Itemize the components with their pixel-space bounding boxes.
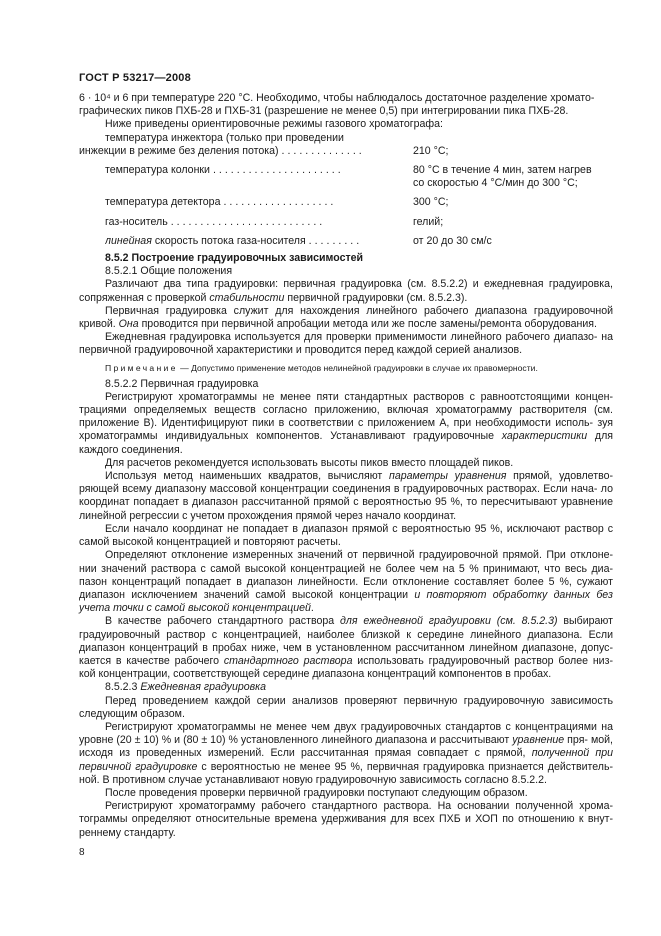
gc-settings-list <box>79 132 613 248</box>
text-run: выбирают <box>557 615 613 628</box>
note-text: — Допустимо применение методов нелинейной градуировки в случае их правомерности. <box>177 362 538 373</box>
setting-row-detector <box>105 196 613 209</box>
setting-label: скорость потока газа-носителя <box>151 234 306 247</box>
text-run: первичной градуировки (см. 8.5.2.3). <box>284 291 468 304</box>
setting-row-carrier-gas <box>105 216 613 229</box>
text-line: зуя хроматограммы индивидуальных компонентов. Устанавливают градуировочные <box>79 417 613 443</box>
leader-dots: ......... <box>308 234 363 247</box>
paragraph: Для расчетов рекомендуется использовать высоты пиков вместо площадей пиков. <box>105 456 514 469</box>
setting-value: 80 °С в течение 4 мин, затем нагрев <box>413 164 592 177</box>
note <box>79 362 613 374</box>
section-title: Ежедневная градуировка <box>140 681 267 694</box>
text-line: Ежедневная градуировка используется для проверки применимости линейного рабочего диапазо- <box>105 331 598 344</box>
setting-row-injector-cont <box>79 145 613 158</box>
italic-term: учета точки с самой высокой концентрацией <box>79 602 311 615</box>
text-run: мой, исходя из проведенных измерений. Если рассчитанная прямая совпадает с прямой, <box>79 734 614 760</box>
italic-term: для ежедневной градуировки (см. 8.5.2.3) <box>340 615 558 628</box>
text-run: использовать градуировочный раствор более низ- <box>352 654 613 667</box>
text-line: диапазон исключением значений самой высокой концентрации <box>79 588 415 601</box>
text-line: для каждого соединения. <box>79 430 613 456</box>
text-line: ло координат попадает в диапазон рассчитанной прямой с вероятностью 95 %, то пересчитывают <box>79 483 613 509</box>
section-heading-8-5-2: 8.5.2 Построение градуировочных зависимостей <box>105 252 364 265</box>
note-label: Примечание <box>105 362 178 373</box>
italic-term: уравнение <box>512 734 565 747</box>
setting-label: температура инжектора (только при проведении <box>105 131 344 144</box>
intro-paragraph <box>79 92 613 118</box>
italic-term: параметры уравнения <box>389 470 507 483</box>
text-line: Регистрируют хроматограммы не менее пяти стандартных растворов с равноотстоящими концен- <box>105 390 613 403</box>
italic-term: полученной при <box>531 747 614 760</box>
leader-dots: ................... <box>223 196 337 209</box>
text-run: сопряженная с проверкой <box>79 291 210 304</box>
setting-value: 300 °С; <box>413 196 449 209</box>
paragraph <box>79 331 613 357</box>
italic-term: Она <box>118 318 139 331</box>
setting-label: газ-носитель <box>105 215 168 228</box>
text-line: уравнение линейной регрессии с учетом прохождения прямой через начало координат. <box>79 496 613 522</box>
text-line: пазон концентраций попадает в диапазон линейности. Если отклонение составляет более 5 %, сужают <box>79 575 613 588</box>
italic-term: стандартного раствора <box>223 654 353 667</box>
italic-term: и повторяют обработку данных без <box>414 588 613 601</box>
text-line: (см. приложение В). Идентифицируют пики в соответствии с приложением А, при необходимости исполь- <box>79 404 613 430</box>
setting-row-flow-rate <box>105 235 613 248</box>
text-line: 6 · 10⁴ и 6 при температуре 220 °С. Необходимо, чтобы наблюдалось достаточное разделение хромато- <box>79 92 595 104</box>
leader-dots: .............. <box>281 144 365 157</box>
text-line: графических пиков ПХБ-28 и ПХБ-31 (разрешение не менее 0,5) при интегрировании пика ПХБ-28. <box>79 105 569 118</box>
paragraph <box>79 800 613 840</box>
text-run: кается в качестве рабочего <box>79 654 224 667</box>
text-run: проводится при первичной апробации метода или же после замены/ремонта оборудования. <box>138 318 597 331</box>
paragraph <box>79 391 613 457</box>
setting-label: инжекции в режиме без деления потока) <box>79 144 279 157</box>
text-line: Регистрируют хроматограмму рабочего стандартного раствора. На основании полученной хрома- <box>105 800 613 813</box>
paragraph <box>79 278 613 304</box>
paragraph <box>79 523 613 549</box>
text-line: Если начало координат не попадает в диапазон прямой с вероятностью 95 %, исключают раствор с <box>105 522 613 535</box>
section-heading-8-5-2-1: 8.5.2.1 Общие положения <box>105 265 233 278</box>
paragraph: После проведения проверки первичной градуировки поступают следующим образом. <box>105 786 528 799</box>
text-line: градуировочный раствор с концентрацией, наиболее близкой к середине линейного диапазона. Если <box>79 628 613 641</box>
setting-value: гелий; <box>413 215 444 228</box>
text-line: ряющей всему диапазону массовой концентрации соединения в градуировочных растворах. Если нача- <box>79 483 598 496</box>
text-line: Различают два типа градуировки: первичная градуировка (см. 8.5.2.2) и ежедневная градуировка, <box>105 278 613 291</box>
text-line: Регистрируют хроматограммы не менее чем двух градуировочных стандартов с концентрациями <box>105 720 597 733</box>
document-body <box>79 92 613 840</box>
paragraph <box>79 549 613 615</box>
text-line: тограммы определяют относительные времена удерживания для всех ПХБ и ХОП по отношению к внут- <box>79 813 613 826</box>
text-line: самой высокой концентрацией и повторяют расчеты. <box>79 536 341 549</box>
setting-label: температура детектора <box>105 196 221 209</box>
setting-value: 210 °С; <box>413 144 449 157</box>
section-heading-8-5-2-3 <box>79 681 613 694</box>
paragraph <box>79 695 613 721</box>
text-run: на уровне (20 ± 10) % и (80 ± 10) % установленного линейного диапазона и рассчитывают <box>79 720 613 747</box>
paragraph <box>79 615 613 681</box>
text-line: нии значений раствора с самой высокой концентрацией не более чем на 5 % принимают, что весь диа- <box>79 562 613 575</box>
setting-row-column <box>105 164 613 190</box>
text-line: Перед проведением каждой серии анализов проверяют первичную градуировочную зависимость <box>105 694 613 707</box>
section-heading-8-5-2-2: 8.5.2.2 Первичная градуировка <box>105 377 259 390</box>
text-line: ной. В противном случае устанавливают новую градуировочную зависимость согласно 8.5.2.2. <box>79 773 547 786</box>
italic-term: характеристики <box>501 430 588 443</box>
document-header: ГОСТ Р 53217—2008 <box>79 72 191 84</box>
page-number: 8 <box>79 847 85 858</box>
setting-value: со скоростью 4 °С/мин до 300 °С; <box>413 177 578 190</box>
text-run: с вероятностью не менее 95 %, первичная градуировка признается действитель- <box>197 760 613 773</box>
modes-intro: Ниже приведены ориентировочные режимы газового хроматографа: <box>105 118 443 131</box>
text-line: кой концентрации, соответствующей середине диапазона концентраций компонентов в пробах. <box>79 668 552 681</box>
text-line: диапазон концентраций в пробах ниже, чем в установленном рассчитанном линейном диапазоне, допус- <box>79 641 613 654</box>
setting-label: температура колонки <box>105 164 210 177</box>
text-run: . <box>310 602 314 615</box>
text-run: пря- <box>564 734 588 747</box>
text-line: реннему стандарту. <box>79 826 176 839</box>
setting-value: от 20 до 30 см/с <box>413 234 492 247</box>
paragraph <box>79 721 613 787</box>
text-line: следующим образом. <box>79 707 185 720</box>
leader-dots: ...................... <box>212 164 344 177</box>
paragraph <box>79 305 613 331</box>
text-run: прямой, удовлетво- <box>506 470 613 483</box>
text-line: на первичной градуировочной характеристики и проводится перед каждой серией анализов. <box>79 331 613 357</box>
text-run: В качестве рабочего стандартного раствора <box>105 615 340 628</box>
italic-term: стабильности <box>209 291 285 304</box>
text-line: Определяют отклонение измеренных значений от первичной градуировочной прямой. При отклоне- <box>105 549 613 562</box>
italic-term: первичной градуировке <box>79 760 198 773</box>
text-line: трациями определяемых веществ согласно приложению, включая хроматограмму растворителя <box>79 404 587 417</box>
paragraph <box>79 470 613 523</box>
text-line: Первичная градуировка служит для нахождения линейного рабочего диапазона градуировочной <box>105 304 613 317</box>
text-run: Используя метод наименьших квадратов, вычисляют <box>105 470 389 483</box>
section-number: 8.5.2.3 <box>105 681 141 694</box>
setting-label-italic: линейная <box>105 234 152 247</box>
leader-dots: .......................... <box>170 215 326 228</box>
setting-row-injector <box>105 132 613 145</box>
text-run: кривой. <box>79 318 119 331</box>
